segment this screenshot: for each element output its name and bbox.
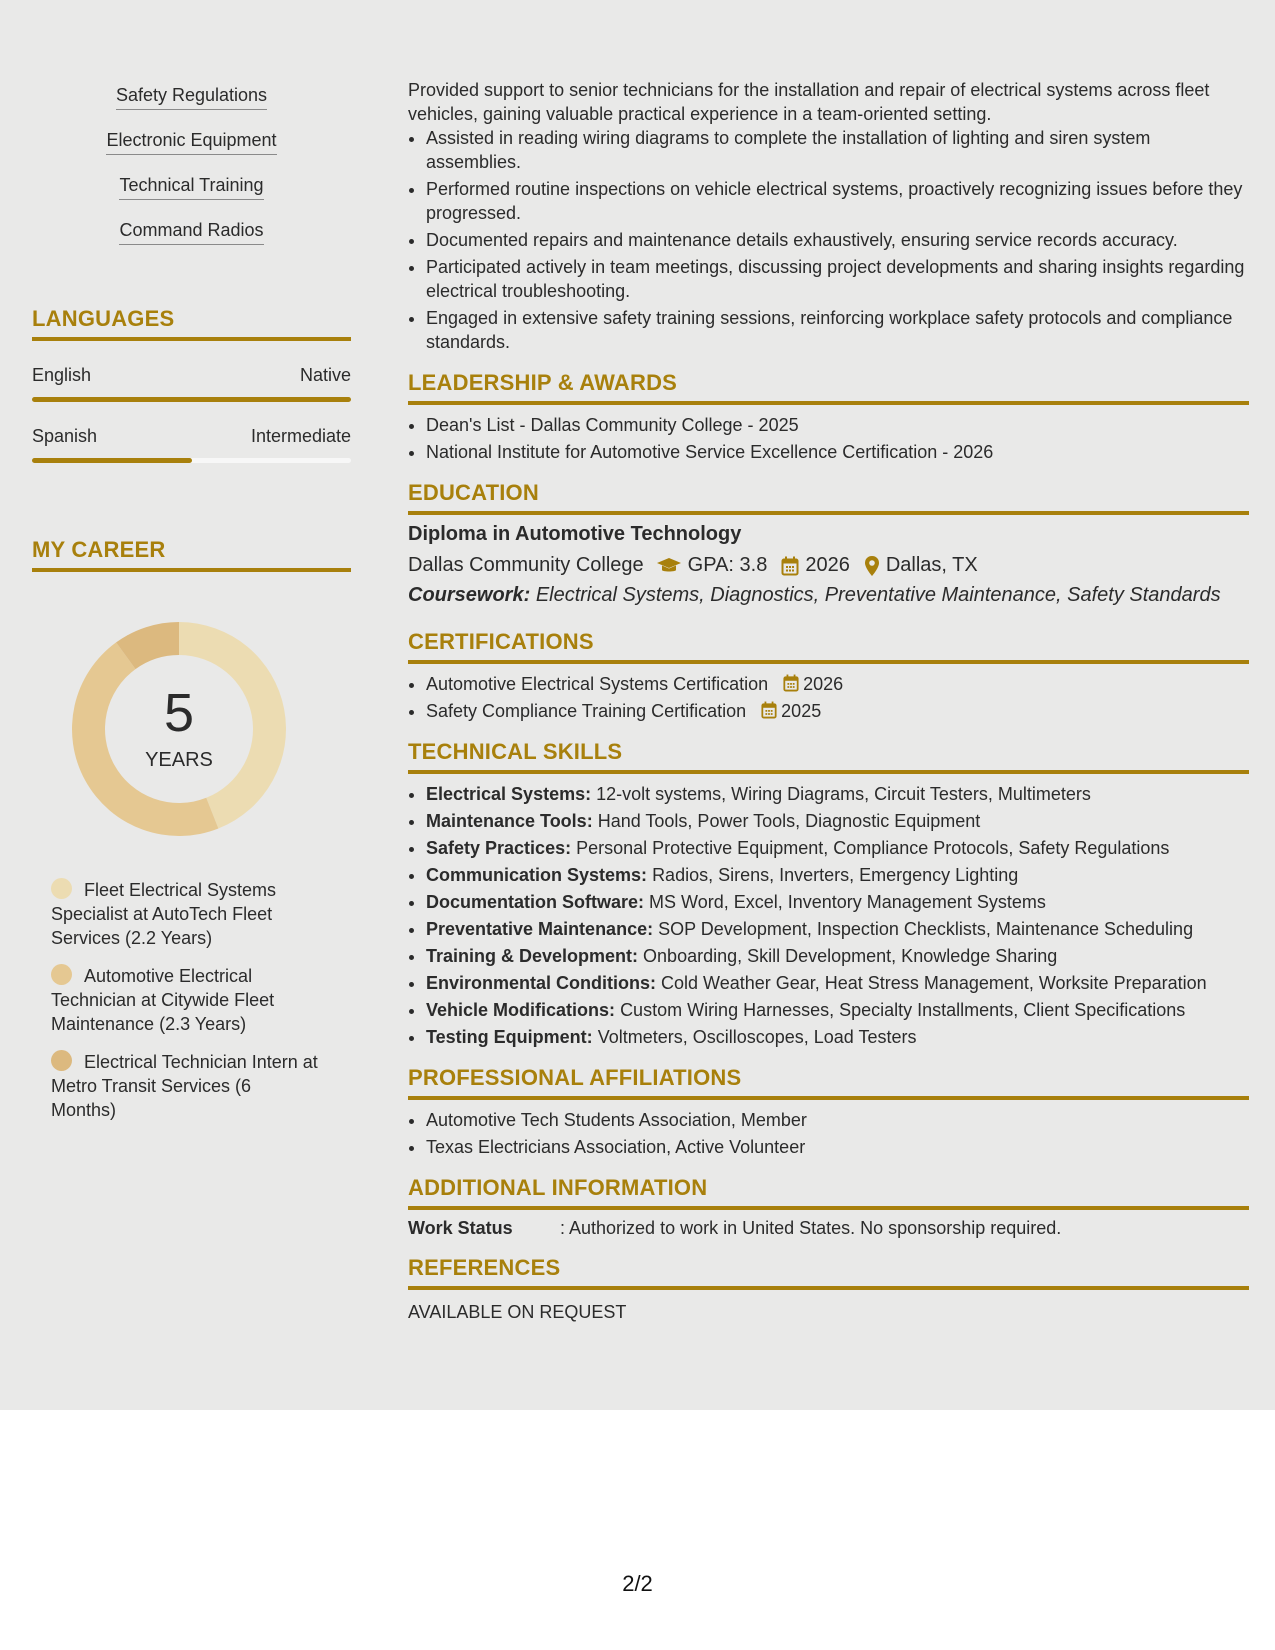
- skill-item: [426, 836, 1249, 860]
- skill-item: [426, 890, 1249, 914]
- calendar-icon: [781, 556, 799, 576]
- additional-info-heading: ADDITIONAL INFORMATION: [408, 1175, 1249, 1210]
- career-legend: [51, 878, 321, 1122]
- skill-label: Maintenance Tools:: [426, 811, 593, 831]
- skill-label: Vehicle Modifications:: [426, 1000, 616, 1020]
- skill-item: [426, 1025, 1249, 1049]
- education-details: [408, 554, 1249, 577]
- certifications-heading: CERTIFICATIONS: [408, 629, 1249, 664]
- career-total-unit: YEARS: [145, 749, 213, 771]
- calendar-icon: [783, 674, 799, 692]
- language-name: English: [32, 365, 92, 385]
- skill-value: Cold Weather Gear, Heat Stress Management, Worksite Preparation: [661, 973, 1207, 993]
- graduation-year: 2026: [805, 554, 850, 576]
- award-item: • National Institute for Automotive Service Excellence Certification - 2026: [426, 440, 1249, 464]
- skill-tag: Technical Training: [119, 175, 263, 200]
- skill-tag: Safety Regulations: [116, 85, 267, 110]
- right-column: [408, 78, 1249, 1323]
- skill-value: MS Word, Excel, Inventory Management Systems: [649, 892, 1046, 912]
- experience-bullet: • Performed routine inspections on vehicle electrical systems, proactively recognizing issues before they progressed.: [426, 177, 1249, 225]
- skill-label: Environmental Conditions:: [426, 973, 657, 993]
- career-legend-item: [51, 1050, 321, 1122]
- coursework-label: Coursework:: [408, 584, 531, 606]
- leadership-heading: LEADERSHIP & AWARDS: [408, 370, 1249, 405]
- skill-item: [426, 782, 1249, 806]
- leadership-list: [408, 413, 1249, 464]
- language-proficiency-bar: [32, 397, 351, 402]
- affiliation-item: • Automotive Tech Students Association, Member: [426, 1108, 1249, 1132]
- degree-title: Diploma in Automotive Technology: [408, 523, 742, 545]
- language-spanish: [32, 426, 351, 463]
- language-proficiency-fill: [32, 458, 192, 463]
- references-heading: REFERENCES: [408, 1255, 1249, 1290]
- skill-label: Communication Systems:: [426, 865, 648, 885]
- certification-year: 2026: [803, 674, 844, 694]
- skill-label: Testing Equipment:: [426, 1027, 593, 1047]
- affiliation-item: • Texas Electricians Association, Active Volunteer: [426, 1135, 1249, 1159]
- certification-name: Safety Compliance Training Certification: [426, 701, 747, 721]
- language-english: [32, 365, 351, 402]
- career-legend-item: [51, 964, 321, 1036]
- skill-item: [426, 971, 1249, 995]
- skill-label: Training & Development:: [426, 946, 639, 966]
- language-level: Intermediate: [250, 426, 351, 446]
- skill-item: [426, 863, 1249, 887]
- language-name: Spanish: [32, 426, 98, 446]
- skill-tag: Command Radios: [119, 220, 263, 245]
- certification-name: Automotive Electrical Systems Certification: [426, 674, 769, 694]
- gpa: GPA: 3.8: [687, 554, 768, 576]
- certifications-list: [408, 672, 1249, 723]
- education-heading: EDUCATION: [408, 480, 1249, 515]
- career-donut-chart: [66, 616, 292, 842]
- skill-value: Hand Tools, Power Tools, Diagnostic Equipment: [597, 811, 981, 831]
- skill-item: [426, 917, 1249, 941]
- career-legend-item: [51, 878, 321, 950]
- certification-item: [426, 699, 1249, 723]
- career-legend-text: Electrical Technician Intern at Metro Transit Services (6 Months): [51, 1052, 318, 1120]
- skill-label: Safety Practices:: [426, 838, 572, 858]
- legend-dot: [51, 964, 72, 985]
- coursework-list: Electrical Systems, Diagnostics, Preventative Maintenance, Safety Standards: [535, 584, 1221, 606]
- skill-value: Onboarding, Skill Development, Knowledge Sharing: [643, 946, 1058, 966]
- work-status-value: : Authorized to work in United States. No sponsorship required.: [560, 1218, 1062, 1238]
- work-status-label: Work Status: [408, 1218, 513, 1238]
- career-legend-text: Fleet Electrical Systems Specialist at AutoTech Fleet Services (2.2 Years): [51, 880, 277, 948]
- skill-tag: Electronic Equipment: [106, 130, 276, 155]
- certification-item: [426, 672, 1249, 696]
- skill-value: Voltmeters, Oscilloscopes, Load Testers: [597, 1027, 917, 1047]
- career-legend-text: Automotive Electrical Technician at Citywide Fleet Maintenance (2.3 Years): [51, 966, 275, 1034]
- legend-dot: [51, 1050, 72, 1071]
- skill-label: Preventative Maintenance:: [426, 919, 654, 939]
- experience-bullet: • Participated actively in team meetings, discussing project developments and sharing insights regarding electrical troubleshooting.: [426, 255, 1249, 303]
- skill-label: Electrical Systems:: [426, 784, 592, 804]
- skill-value: Radios, Sirens, Inverters, Emergency Lighting: [652, 865, 1019, 885]
- skill-item: [426, 944, 1249, 968]
- language-proficiency-fill: [32, 397, 351, 402]
- experience-bullets: [408, 126, 1249, 354]
- technical-skills-heading: TECHNICAL SKILLS: [408, 739, 1249, 774]
- experience-bullet: • Assisted in reading wiring diagrams to complete the installation of lighting and siren system assemblies.: [426, 126, 1249, 174]
- career-heading: MY CAREER: [32, 537, 351, 572]
- career-total-number: 5: [163, 683, 195, 743]
- experience-intro: Provided support to senior technicians for the installation and repair of electrical systems across fleet vehicles, gaining valuable practical experience in a team-oriented setting.: [408, 80, 1210, 124]
- calendar-icon: [761, 701, 777, 719]
- references-text: AVAILABLE ON REQUEST: [408, 1302, 627, 1322]
- award-item: • Dean's List - Dallas Community College - 2025: [426, 413, 1249, 437]
- work-status: [408, 1218, 1249, 1239]
- school-location: Dallas, TX: [885, 554, 978, 576]
- affiliations-list: [408, 1108, 1249, 1159]
- experience-bullet: • Documented repairs and maintenance details exhaustively, ensuring service records accuracy.: [426, 228, 1249, 252]
- skill-value: SOP Development, Inspection Checklists, Maintenance Scheduling: [658, 919, 1194, 939]
- skill-tags: [32, 78, 351, 258]
- skill-item: [426, 809, 1249, 833]
- location-pin-icon: [864, 555, 880, 577]
- skill-value: 12-volt systems, Wiring Diagrams, Circuit Testers, Multimeters: [596, 784, 1091, 804]
- skill-item: [426, 998, 1249, 1022]
- school-name: Dallas Community College: [408, 554, 644, 576]
- coursework: [408, 584, 1249, 607]
- language-proficiency-bar: [32, 458, 351, 463]
- skill-value: Custom Wiring Harnesses, Specialty Installments, Client Specifications: [620, 1000, 1186, 1020]
- language-level: Native: [299, 365, 351, 385]
- experience-bullet: • Engaged in extensive safety training sessions, reinforcing workplace safety protocols and compliance standards.: [426, 306, 1249, 354]
- legend-dot: [51, 878, 72, 899]
- skill-label: Documentation Software:: [426, 892, 645, 912]
- languages-heading: LANGUAGES: [32, 306, 351, 341]
- affiliations-heading: PROFESSIONAL AFFILIATIONS: [408, 1065, 1249, 1100]
- certification-year: 2025: [781, 701, 822, 721]
- graduation-cap-icon: [656, 557, 682, 575]
- technical-skills-list: [408, 782, 1249, 1049]
- skill-value: Personal Protective Equipment, Compliance Protocols, Safety Regulations: [576, 838, 1170, 858]
- page-number: 2/2: [622, 1571, 653, 1596]
- left-column: [32, 78, 351, 1136]
